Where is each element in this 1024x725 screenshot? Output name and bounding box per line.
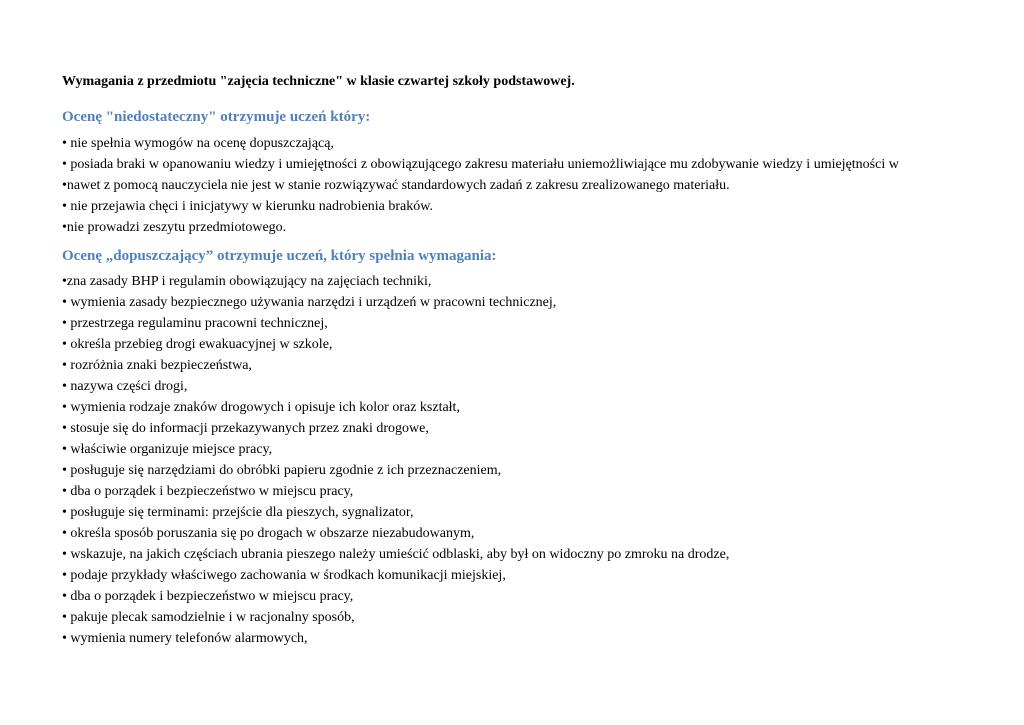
list-item: • przestrzega regulaminu pracowni technicznej, [62, 316, 328, 331]
list-item: • dba o porządek i bezpieczeństwo w miejscu pracy, [62, 589, 354, 604]
list-item: • podaje przykłady właściwego zachowania w środkach komunikacji miejskiej, [62, 568, 506, 583]
list-item: •zna zasady BHP i regulamin obowiązujący na zajęciach techniki, [62, 274, 432, 289]
list-item: • posługuje się narzędziami do obróbki papieru zgodnie z ich przeznaczeniem, [62, 463, 502, 478]
requirements-list-niedostateczny [62, 133, 1012, 238]
list-item: •nie prowadzi zeszytu przedmiotowego. [62, 220, 287, 235]
list-item: • nie przejawia chęci i inicjatywy w kierunku nadrobienia braków. [62, 199, 433, 214]
section-heading-niedostateczny: Ocenę "niedostateczny" otrzymuje uczeń który: [62, 109, 371, 125]
list-item: •nawet z pomocą nauczyciela nie jest w stanie rozwiązywać standardowych zadań z zakresu zrealizowanego materiału. [62, 178, 730, 193]
document-title: Wymagania z przedmiotu "zajęcia techniczne" w klasie czwartej szkoły podstawowej. [62, 74, 575, 89]
section-dopuszczajacy [62, 246, 1012, 649]
list-item: • stosuje się do informacji przekazywanych przez znaki drogowe, [62, 421, 429, 436]
list-item: • określa przebieg drogi ewakuacyjnej w szkole, [62, 337, 333, 352]
section-niedostateczny [62, 107, 1012, 238]
list-item: • posługuje się terminami: przejście dla pieszych, sygnalizator, [62, 505, 414, 520]
list-item: • posiada braki w opanowaniu wiedzy i umiejętności z obowiązującego zakresu materiału uniemożliwiające mu zdobywanie wiedzy i umiejętności w [62, 157, 899, 172]
list-item: • wymienia numery telefonów alarmowych, [62, 631, 308, 646]
requirements-list-dopuszczajacy [62, 271, 1012, 649]
list-item: • dba o porządek i bezpieczeństwo w miejscu pracy, [62, 484, 354, 499]
section-heading-dopuszczajacy: Ocenę „dopuszczający” otrzymuje uczeń, który spełnia wymagania: [62, 248, 497, 264]
list-item: • właściwie organizuje miejsce pracy, [62, 442, 273, 457]
list-item: • określa sposób poruszania się po drogach w obszarze niezabudowanym, [62, 526, 475, 541]
list-item: • wskazuje, na jakich częściach ubrania pieszego należy umieścić odblaski, aby był on widoczny po zmroku na drodze, [62, 547, 730, 562]
list-item: • rozróżnia znaki bezpieczeństwa, [62, 358, 252, 373]
document-page [62, 72, 1012, 649]
list-item: • nie spełnia wymogów na ocenę dopuszczającą, [62, 136, 334, 151]
list-item: • pakuje plecak samodzielnie i w racjonalny sposób, [62, 610, 355, 625]
list-item: • wymienia rodzaje znaków drogowych i opisuje ich kolor oraz kształt, [62, 400, 460, 415]
list-item: • nazywa części drogi, [62, 379, 188, 394]
list-item: • wymienia zasady bezpiecznego używania narzędzi i urządzeń w pracowni technicznej, [62, 295, 557, 310]
